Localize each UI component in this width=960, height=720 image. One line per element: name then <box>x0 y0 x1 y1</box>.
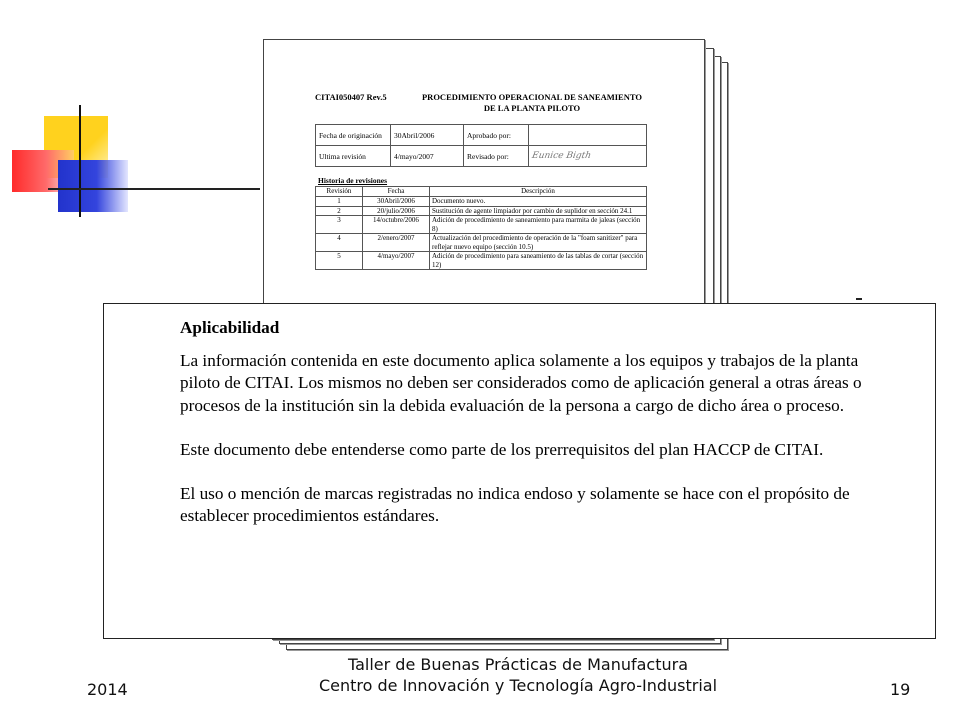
history-desc: Documento nuevo. <box>430 197 647 207</box>
history-row <box>316 252 647 270</box>
document-title-line2: DE LA PLANTA PILOTO <box>483 103 581 113</box>
excerpt-paragraph-3: El uso o mención de marcas registradas no indica endoso y solamente se hace con el propósito de establecer procedimientos estándares. <box>180 484 850 526</box>
history-rev: 1 <box>316 197 363 207</box>
history-row <box>316 206 647 216</box>
history-rev: 3 <box>316 216 363 234</box>
origin-value: 30Abril/2006 <box>391 125 464 146</box>
footer-line-1: Taller de Buenas Prácticas de Manufactura <box>347 655 689 674</box>
history-desc: Adición de procedimiento para saneamiento de las tablas de cortar (sección 12) <box>430 252 647 270</box>
document-code: CITAI050407 Rev.5 <box>315 92 387 102</box>
signature: Eunice Bigth <box>531 151 592 161</box>
history-row <box>316 234 647 252</box>
excerpt-paragraph-2: Este documento debe entenderse como parte de los prerrequisitos del plan HACCP de CITAI. <box>180 439 824 459</box>
history-date: 14/octubre/2006 <box>363 216 430 234</box>
history-header-description: Descripción <box>430 187 647 197</box>
footer-year: 2014 <box>87 680 128 699</box>
history-row <box>316 216 647 234</box>
excerpt-heading: Aplicabilidad <box>180 318 280 337</box>
approved-label: Aprobado por: <box>464 125 529 146</box>
history-row <box>316 197 647 207</box>
history-rev: 5 <box>316 252 363 270</box>
history-desc: Sustitución de agente limpiador por cambio de suplidor en sección 24.1 <box>430 206 647 216</box>
decor-blue-block <box>58 160 128 212</box>
document-meta-table <box>315 124 647 167</box>
document-title <box>407 92 657 114</box>
revision-label: Ultima revisión <box>316 146 391 167</box>
decor-horizontal-line <box>48 188 260 190</box>
history-date: 2/enero/2007 <box>363 234 430 252</box>
history-rev: 4 <box>316 234 363 252</box>
excerpt-text <box>180 317 870 549</box>
decor-vertical-line <box>79 105 81 217</box>
footer-title <box>298 654 738 696</box>
reviewed-signature <box>529 146 647 167</box>
decor-line-end <box>856 298 862 300</box>
history-rev: 2 <box>316 206 363 216</box>
history-date: 4/mayo/2007 <box>363 252 430 270</box>
history-header-row <box>316 187 647 197</box>
footer-page-number: 19 <box>890 680 911 699</box>
history-title: Historia de revisiones <box>318 176 388 185</box>
origin-label: Fecha de originación <box>316 125 391 146</box>
history-desc: Actualización del procedimiento de operación de la "foam sanitizer" para reflejar nuevo equipo (sección 10.5) <box>430 234 647 252</box>
history-table <box>315 186 647 270</box>
revision-value: 4/mayo/2007 <box>391 146 464 167</box>
history-date: 20/julio/2006 <box>363 206 430 216</box>
excerpt-paragraph-1: La información contenida en este documento aplica solamente a los equipos y trabajos de la planta piloto de CITAI. Los mismos no deben ser considerados como de aplicación general a otras áreas o procesos de la institución sin la debida evaluación de la persona a cargo de dicho área o proceso. <box>180 351 862 415</box>
document-header <box>315 92 660 114</box>
reviewed-label: Revisado por: <box>464 146 529 167</box>
history-header-date: Fecha <box>363 187 430 197</box>
history-desc: Adición de procedimiento de saneamiento para marmita de jaleas (sección 8) <box>430 216 647 234</box>
history-date: 30Abril/2006 <box>363 197 430 207</box>
footer-line-2: Centro de Innovación y Tecnología Agro-Industrial <box>318 676 718 695</box>
approved-value <box>529 125 647 146</box>
document-title-line1: PROCEDIMIENTO OPERACIONAL DE SANEAMIENTO <box>421 92 642 102</box>
history-header-revision: Revisión <box>316 187 363 197</box>
